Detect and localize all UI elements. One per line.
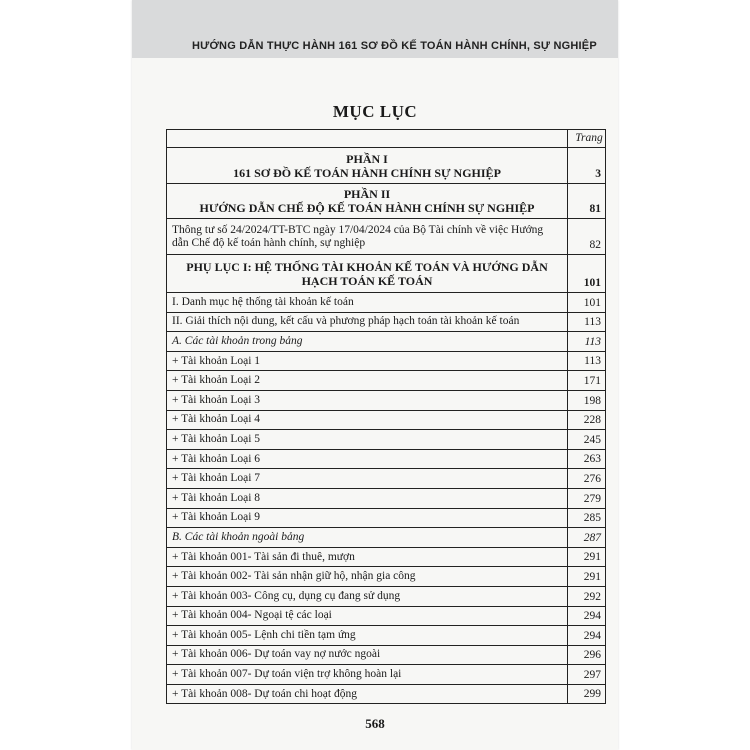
- running-head: HƯỚNG DẪN THỰC HÀNH 161 SƠ ĐỒ KẾ TOÁN HÀNH CHÍNH, SỰ NGHIỆP: [192, 40, 597, 52]
- appendix-entry: [167, 255, 568, 293]
- toc-entry-label: + Tài khoản Loại 2: [167, 371, 568, 391]
- toc-entry-row: [167, 684, 606, 704]
- toc-entry-page: 294: [568, 606, 606, 626]
- toc-entry-page: 296: [568, 645, 606, 665]
- toc-entry-row: [167, 488, 606, 508]
- toc-header-row: [167, 130, 606, 148]
- circular-entry: Thông tư số 24/2024/TT-BTC ngày 17/04/2024 của Bộ Tài chính về việc Hướng dẫn Chế độ kế toán hành chính, sự nghiệp: [167, 219, 568, 255]
- toc-row-part-2: [167, 184, 606, 219]
- part-1-title: 161 SƠ ĐỒ KẾ TOÁN HÀNH CHÍNH SỰ NGHIỆP: [233, 165, 501, 180]
- toc-entry-label: II. Giải thích nội dung, kết cấu và phương pháp hạch toán tài khoản kế toán: [167, 312, 568, 332]
- toc-entry-label: + Tài khoản 007- Dự toán viện trợ không hoàn lại: [167, 665, 568, 685]
- toc-entry-label: + Tài khoản Loại 1: [167, 351, 568, 371]
- toc-entry-page: 113: [568, 351, 606, 371]
- part-1-entry: [167, 148, 568, 184]
- part-1-label: PHẦN I: [346, 151, 388, 166]
- toc-entry-row: [167, 586, 606, 606]
- toc-entry-page: 279: [568, 488, 606, 508]
- toc-entry-page: 292: [568, 586, 606, 606]
- toc-entry-label: + Tài khoản Loại 5: [167, 430, 568, 450]
- toc-row-part-1: [167, 148, 606, 184]
- toc-entry-page: 245: [568, 430, 606, 450]
- toc-entry-label: + Tài khoản 005- Lệnh chi tiền tạm ứng: [167, 626, 568, 646]
- toc-entry-page: 287: [568, 528, 606, 548]
- toc-title: MỤC LỤC: [332, 102, 418, 121]
- toc-entry-row: [167, 528, 606, 548]
- part-1-page: 3: [568, 148, 606, 184]
- toc-entry-page: 198: [568, 390, 606, 410]
- toc-entry-row: [167, 410, 606, 430]
- toc-entry-row: [167, 567, 606, 587]
- toc-row-circular: [167, 219, 606, 255]
- toc-entry-row: [167, 390, 606, 410]
- toc-entry-row: [167, 293, 606, 313]
- toc-entry-label: + Tài khoản 003- Công cụ, dụng cụ đang sử dụng: [167, 586, 568, 606]
- toc-entry-label: + Tài khoản Loại 4: [167, 410, 568, 430]
- toc-entry-row: [167, 351, 606, 371]
- toc-entry-page: 101: [568, 293, 606, 313]
- toc-entry-page: 276: [568, 469, 606, 489]
- toc-entry-page: 113: [568, 332, 606, 352]
- toc-header-entry-cell: [167, 130, 568, 148]
- toc-entry-row: [167, 665, 606, 685]
- toc-entry-page: 297: [568, 665, 606, 685]
- circular-page: 82: [568, 219, 606, 255]
- toc-entry-row: [167, 430, 606, 450]
- toc-entry-page: 113: [568, 312, 606, 332]
- toc-entry-row: [167, 332, 606, 352]
- toc-entry-row: [167, 606, 606, 626]
- toc-entry-row: [167, 449, 606, 469]
- toc-entry-page: 294: [568, 626, 606, 646]
- toc-entry-row: [167, 626, 606, 646]
- toc-entry-label: B. Các tài khoản ngoài bảng: [167, 528, 568, 548]
- toc-row-appendix: [167, 255, 606, 293]
- toc-entry-row: [167, 371, 606, 391]
- toc-entry-row: [167, 469, 606, 489]
- appendix-page: 101: [568, 255, 606, 293]
- toc-entry-page: 291: [568, 547, 606, 567]
- appendix-title-line1: PHỤ LỤC I: HỆ THỐNG TÀI KHOẢN KẾ TOÁN VÀ HƯỚNG DẪN: [186, 259, 548, 274]
- page-number: 568: [365, 716, 385, 731]
- toc-entry-label: + Tài khoản 004- Ngoại tệ các loại: [167, 606, 568, 626]
- toc-entry-page: 263: [568, 449, 606, 469]
- toc-entry-row: [167, 547, 606, 567]
- toc-entry-page: 228: [568, 410, 606, 430]
- toc-entry-label: + Tài khoản 008- Dự toán chi hoạt động: [167, 684, 568, 704]
- part-2-title: HƯỚNG DẪN CHẾ ĐỘ KẾ TOÁN HÀNH CHÍNH SỰ NGHIỆP: [199, 201, 535, 215]
- toc-entry-row: [167, 312, 606, 332]
- part-2-page: 81: [568, 184, 606, 219]
- toc-entry-label: + Tài khoản Loại 7: [167, 469, 568, 489]
- part-2-label: PHẦN II: [343, 187, 391, 201]
- toc-entry-label: I. Danh mục hệ thống tài khoản kế toán: [167, 293, 568, 313]
- toc-entry-label: + Tài khoản Loại 6: [167, 449, 568, 469]
- toc-entry-page: 299: [568, 684, 606, 704]
- appendix-title-line2: HẠCH TOÁN KẾ TOÁN: [301, 273, 433, 288]
- toc-entry-label: + Tài khoản Loại 8: [167, 488, 568, 508]
- page-column-header: Trang: [568, 130, 606, 148]
- toc-entry-page: 291: [568, 567, 606, 587]
- toc-entry-label: + Tài khoản Loại 9: [167, 508, 568, 528]
- book-page: [132, 0, 618, 750]
- toc-entry-label: + Tài khoản 001- Tài sản đi thuê, mượn: [167, 547, 568, 567]
- toc-entry-label: + Tài khoản Loại 3: [167, 390, 568, 410]
- toc-table: [166, 129, 606, 704]
- toc-entry-page: 171: [568, 371, 606, 391]
- toc-entry-label: A. Các tài khoản trong bảng: [167, 332, 568, 352]
- part-2-entry: [167, 184, 568, 219]
- toc-entry-page: 285: [568, 508, 606, 528]
- toc-entry-label: + Tài khoản 002- Tài sản nhận giữ hộ, nhận gia công: [167, 567, 568, 587]
- toc-entry-row: [167, 645, 606, 665]
- toc-entry-label: + Tài khoản 006- Dự toán vay nợ nước ngoài: [167, 645, 568, 665]
- toc-entry-row: [167, 508, 606, 528]
